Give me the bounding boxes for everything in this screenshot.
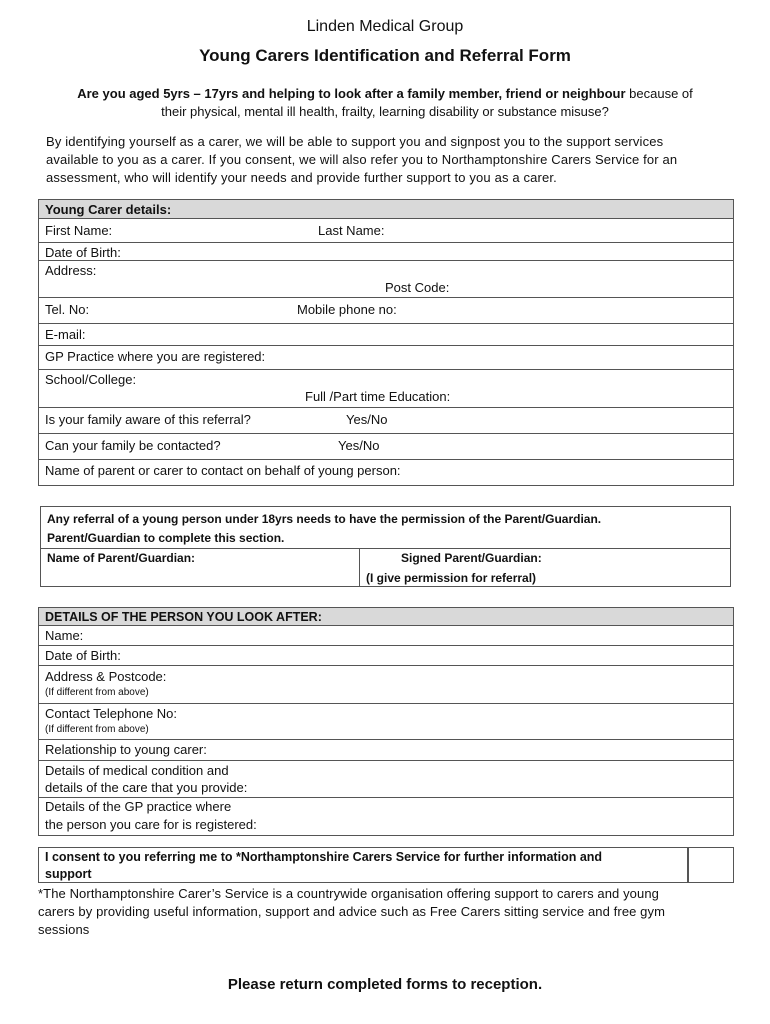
cared-name-label: Name:	[45, 628, 84, 643]
consent-line1: I consent to you referring me to *Northamptonshire Carers Service for further information and	[45, 850, 603, 864]
consent-checkbox[interactable]	[688, 847, 734, 883]
eligibility-question-rest: because of	[625, 86, 693, 101]
gp-practice-row[interactable]	[39, 346, 733, 370]
practice-name: Linden Medical Group	[306, 18, 464, 35]
address-row[interactable]	[39, 261, 733, 298]
parent-contact-row[interactable]	[39, 460, 733, 486]
dob-label: Date of Birth:	[45, 245, 121, 260]
young-carer-details-table	[38, 199, 734, 486]
parent-name-label: Name of Parent/Guardian:	[47, 551, 196, 565]
footnote	[38, 885, 738, 939]
family-aware-options[interactable]: Yes/No	[346, 412, 388, 427]
intro-line: assessment, who will identify your needs and provide further support to you as a carer.	[46, 170, 557, 185]
cared-name-row[interactable]	[39, 626, 733, 646]
cared-address-row[interactable]	[39, 666, 733, 704]
cared-address-label: Address & Postcode:	[45, 669, 167, 684]
email-row[interactable]	[39, 324, 733, 346]
relationship-label: Relationship to young carer:	[45, 742, 207, 757]
last-name-label: Last Name:	[318, 223, 385, 238]
intro-line: available to you as a carer. If you consent, we will also refer you to Northamptonshire Carers Service for an	[46, 152, 678, 167]
medical-label-line2: details of the care that you provide:	[45, 780, 248, 795]
cared-gp-label-line1: Details of the GP practice where	[45, 799, 232, 814]
eligibility-question-bold: Are you aged 5yrs – 17yrs and helping to look after a family member, friend or neighbour	[77, 86, 626, 101]
permission-table	[40, 506, 731, 587]
email-label: E-mail:	[45, 327, 86, 342]
eligibility-question-line2: their physical, mental ill health, frailty, learning disability or substance misuse?	[161, 104, 609, 119]
consent-text	[45, 849, 602, 883]
education-label: Full /Part time Education:	[305, 389, 451, 404]
return-instruction: Please return completed forms to reception.	[227, 976, 543, 993]
permission-note-line2: Parent/Guardian to complete this section.	[47, 531, 285, 545]
dob-row[interactable]	[39, 243, 733, 261]
intro-line: By identifying yourself as a carer, we will be able to support you and signpost you to the support services	[46, 134, 664, 149]
cared-phone-row[interactable]	[39, 704, 733, 740]
cared-phone-note: (If different from above)	[45, 724, 149, 735]
person-cared-for-heading: DETAILS OF THE PERSON YOU LOOK AFTER:	[45, 610, 322, 624]
footnote-line: *The Northamptonshire Carer’s Service is a countrywide organisation offering support to carers and young	[38, 886, 659, 901]
first-name-label: First Name:	[45, 223, 113, 238]
eligibility-question	[0, 86, 770, 101]
relationship-row[interactable]	[39, 740, 733, 761]
cared-gp-row[interactable]	[39, 798, 733, 836]
family-contact-row[interactable]	[39, 434, 733, 460]
medical-row[interactable]	[39, 761, 733, 798]
school-row[interactable]	[39, 370, 733, 408]
address-label: Address:	[45, 263, 97, 278]
young-carer-heading-row	[39, 200, 733, 219]
cared-phone-label: Contact Telephone No:	[45, 706, 178, 721]
footnote-line: sessions	[38, 922, 90, 937]
cared-address-note: (If different from above)	[45, 687, 149, 698]
form-title: Young Carers Identification and Referral Form	[199, 46, 571, 65]
person-cared-for-table	[38, 607, 734, 836]
signed-parent-note: (I give permission for referral)	[366, 571, 537, 585]
mobile-label: Mobile phone no:	[297, 302, 397, 317]
parent-contact-label: Name of parent or carer to contact on behalf of young person:	[45, 463, 401, 478]
family-aware-label: Is your family aware of this referral?	[45, 412, 251, 427]
cared-gp-label-line2: the person you care for is registered:	[45, 817, 257, 832]
family-contact-label: Can your family be contacted?	[45, 438, 221, 453]
intro-paragraph	[46, 133, 736, 187]
cared-dob-row[interactable]	[39, 646, 733, 666]
gp-practice-label: GP Practice where you are registered:	[45, 349, 266, 364]
signed-parent-label: Signed Parent/Guardian:	[401, 551, 542, 565]
medical-label-line1: Details of medical condition and	[45, 763, 229, 778]
permission-note-row	[41, 507, 730, 548]
post-code-label: Post Code:	[385, 280, 450, 295]
phone-row[interactable]	[39, 298, 733, 324]
permission-column-divider	[359, 548, 360, 587]
consent-line2: support	[45, 867, 92, 881]
permission-note-line1: Any referral of a young person under 18yrs needs to have the permission of the Parent/Guardian.	[47, 512, 602, 526]
name-row[interactable]	[39, 219, 733, 243]
school-label: School/College:	[45, 372, 137, 387]
consent-box	[38, 847, 688, 883]
family-aware-row[interactable]	[39, 408, 733, 434]
footnote-line: carers by providing useful information, support and advice such as Free Carers sitting service and free gym	[38, 904, 666, 919]
young-carer-heading: Young Carer details:	[45, 202, 172, 217]
permission-fields-divider	[41, 548, 730, 549]
family-contact-options[interactable]: Yes/No	[338, 438, 380, 453]
cared-dob-label: Date of Birth:	[45, 648, 121, 663]
person-cared-for-heading-row	[39, 608, 733, 626]
tel-label: Tel. No:	[45, 302, 90, 317]
